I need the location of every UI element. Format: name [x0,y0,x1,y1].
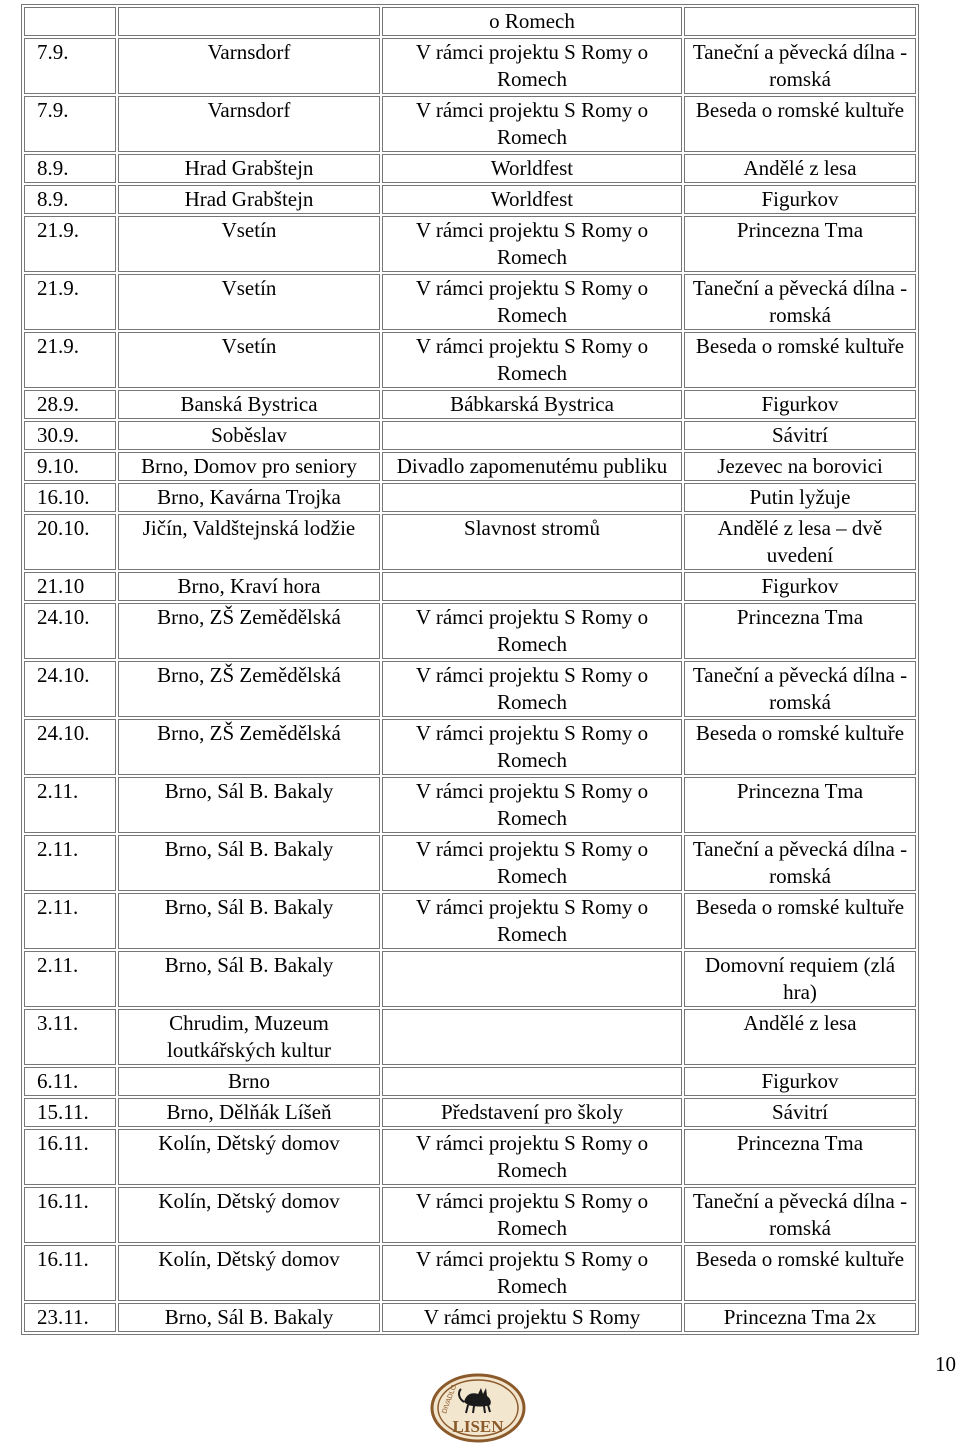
place-cell: Brno, ZŠ Zemědělská [118,661,380,717]
place-cell: Kolín, Dětský domov [118,1129,380,1185]
title-cell: Jezevec na borovici [684,452,916,481]
title-cell: Taneční a pěvecká dílna - romská [684,1187,916,1243]
event-cell: o Romech [382,7,682,36]
event-cell: V rámci projektu S Romy o Romech [382,1129,682,1185]
event-cell: V rámci projektu S Romy o Romech [382,777,682,833]
event-cell [382,1067,682,1096]
page-number: 10 [935,1352,956,1376]
table-row [24,452,916,481]
title-cell: Beseda o romské kultuře [684,96,916,152]
table-row [24,96,916,152]
place-cell: Brno, Sál B. Bakaly [118,893,380,949]
place-cell: Varnsdorf [118,38,380,94]
title-cell: Beseda o romské kultuře [684,1245,916,1301]
place-cell: Brno, Sál B. Bakaly [118,1303,380,1332]
table-row [24,154,916,183]
place-cell: Brno, ZŠ Zemědělská [118,719,380,775]
schedule-table-body [24,7,916,1332]
place-cell: Jičín, Valdštejnská lodžie [118,514,380,570]
place-cell: Vsetín [118,216,380,272]
table-row [24,1187,916,1243]
table-row [24,719,916,775]
place-cell: Brno, Sál B. Bakaly [118,951,380,1007]
date-cell: 24.10. [24,661,116,717]
place-cell [118,7,380,36]
place-cell: Kolín, Dětský domov [118,1187,380,1243]
place-cell: Brno, Domov pro seniory [118,452,380,481]
date-cell: 28.9. [24,390,116,419]
date-cell: 21.9. [24,274,116,330]
date-cell: 21.9. [24,216,116,272]
event-cell: V rámci projektu S Romy o Romech [382,332,682,388]
table-row [24,777,916,833]
title-cell: Taneční a pěvecká dílna - romská [684,274,916,330]
table-row [24,514,916,570]
place-cell: Kolín, Dětský domov [118,1245,380,1301]
table-row [24,1129,916,1185]
theatre-logo [428,1372,528,1444]
table-row [24,421,916,450]
event-cell: Slavnost stromů [382,514,682,570]
event-cell: V rámci projektu S Romy o Romech [382,38,682,94]
event-cell: Divadlo zapomenutému publiku [382,452,682,481]
title-cell: Princezna Tma [684,216,916,272]
date-cell: 8.9. [24,185,116,214]
event-cell [382,483,682,512]
title-cell: Andělé z lesa [684,1009,916,1065]
event-cell: V rámci projektu S Romy o Romech [382,1187,682,1243]
date-cell: 6.11. [24,1067,116,1096]
event-cell: V rámci projektu S Romy o Romech [382,603,682,659]
place-cell: Varnsdorf [118,96,380,152]
table-row [24,483,916,512]
table-row [24,185,916,214]
event-cell: V rámci projektu S Romy o Romech [382,719,682,775]
event-cell: V rámci projektu S Romy [382,1303,682,1332]
title-cell: Figurkov [684,390,916,419]
title-cell: Figurkov [684,572,916,601]
date-cell: 20.10. [24,514,116,570]
table-row [24,38,916,94]
event-cell: V rámci projektu S Romy o Romech [382,96,682,152]
date-cell: 21.9. [24,332,116,388]
event-cell: V rámci projektu S Romy o Romech [382,274,682,330]
table-row [24,332,916,388]
table-row [24,572,916,601]
title-cell: Taneční a pěvecká dílna - romská [684,38,916,94]
title-cell: Princezna Tma [684,777,916,833]
date-cell: 2.11. [24,893,116,949]
logo-text: LISEN [452,1417,504,1436]
event-cell: Worldfest [382,185,682,214]
date-cell: 24.10. [24,603,116,659]
title-cell [684,7,916,36]
place-cell: Hrad Grabštejn [118,185,380,214]
event-cell [382,1009,682,1065]
date-cell: 16.10. [24,483,116,512]
date-cell: 16.11. [24,1187,116,1243]
table-row [24,1245,916,1301]
table-row [24,951,916,1007]
date-cell: 7.9. [24,96,116,152]
title-cell: Princezna Tma 2x [684,1303,916,1332]
table-row [24,1303,916,1332]
event-cell: V rámci projektu S Romy o Romech [382,893,682,949]
title-cell: Beseda o romské kultuře [684,332,916,388]
place-cell: Brno, ZŠ Zemědělská [118,603,380,659]
place-cell: Brno, Dělňák Líšeň [118,1098,380,1127]
date-cell: 15.11. [24,1098,116,1127]
place-cell: Chrudim, Muzeum loutkářských kultur [118,1009,380,1065]
place-cell: Brno [118,1067,380,1096]
title-cell: Sávitrí [684,1098,916,1127]
title-cell: Domovní requiem (zlá hra) [684,951,916,1007]
title-cell: Andělé z lesa [684,154,916,183]
place-cell: Brno, Sál B. Bakaly [118,777,380,833]
place-cell: Brno, Kraví hora [118,572,380,601]
date-cell: 23.11. [24,1303,116,1332]
date-cell [24,7,116,36]
date-cell: 16.11. [24,1245,116,1301]
date-cell: 8.9. [24,154,116,183]
date-cell: 16.11. [24,1129,116,1185]
event-cell: Představení pro školy [382,1098,682,1127]
table-row [24,835,916,891]
event-cell [382,572,682,601]
table-row [24,7,916,36]
place-cell: Brno, Sál B. Bakaly [118,835,380,891]
event-cell: Worldfest [382,154,682,183]
event-cell [382,951,682,1007]
date-cell: 3.11. [24,1009,116,1065]
event-cell: V rámci projektu S Romy o Romech [382,216,682,272]
title-cell: Beseda o romské kultuře [684,719,916,775]
table-row [24,216,916,272]
table-row [24,661,916,717]
table-row [24,390,916,419]
event-cell [382,421,682,450]
date-cell: 2.11. [24,777,116,833]
place-cell: Brno, Kavárna Trojka [118,483,380,512]
title-cell: Princezna Tma [684,1129,916,1185]
event-cell: V rámci projektu S Romy o Romech [382,661,682,717]
date-cell: 2.11. [24,951,116,1007]
date-cell: 30.9. [24,421,116,450]
place-cell: Hrad Grabštejn [118,154,380,183]
place-cell: Vsetín [118,274,380,330]
title-cell: Beseda o romské kultuře [684,893,916,949]
date-cell: 21.10 [24,572,116,601]
date-cell: 9.10. [24,452,116,481]
event-cell: V rámci projektu S Romy o Romech [382,835,682,891]
date-cell: 7.9. [24,38,116,94]
title-cell: Putin lyžuje [684,483,916,512]
table-row [24,1098,916,1127]
title-cell: Figurkov [684,1067,916,1096]
table-row [24,603,916,659]
event-cell: V rámci projektu S Romy o Romech [382,1245,682,1301]
place-cell: Vsetín [118,332,380,388]
title-cell: Sávitrí [684,421,916,450]
title-cell: Figurkov [684,185,916,214]
schedule-table [21,4,919,1335]
title-cell: Princezna Tma [684,603,916,659]
event-cell: Bábkarská Bystrica [382,390,682,419]
table-row [24,274,916,330]
table-row [24,893,916,949]
place-cell: Soběslav [118,421,380,450]
title-cell: Taneční a pěvecká dílna - romská [684,835,916,891]
title-cell: Taneční a pěvecká dílna - romská [684,661,916,717]
logo-top-text: DIVADLO [441,1383,459,1415]
place-cell: Banská Bystrica [118,390,380,419]
table-row [24,1009,916,1065]
table-row [24,1067,916,1096]
date-cell: 2.11. [24,835,116,891]
date-cell: 24.10. [24,719,116,775]
title-cell: Andělé z lesa – dvě uvedení [684,514,916,570]
